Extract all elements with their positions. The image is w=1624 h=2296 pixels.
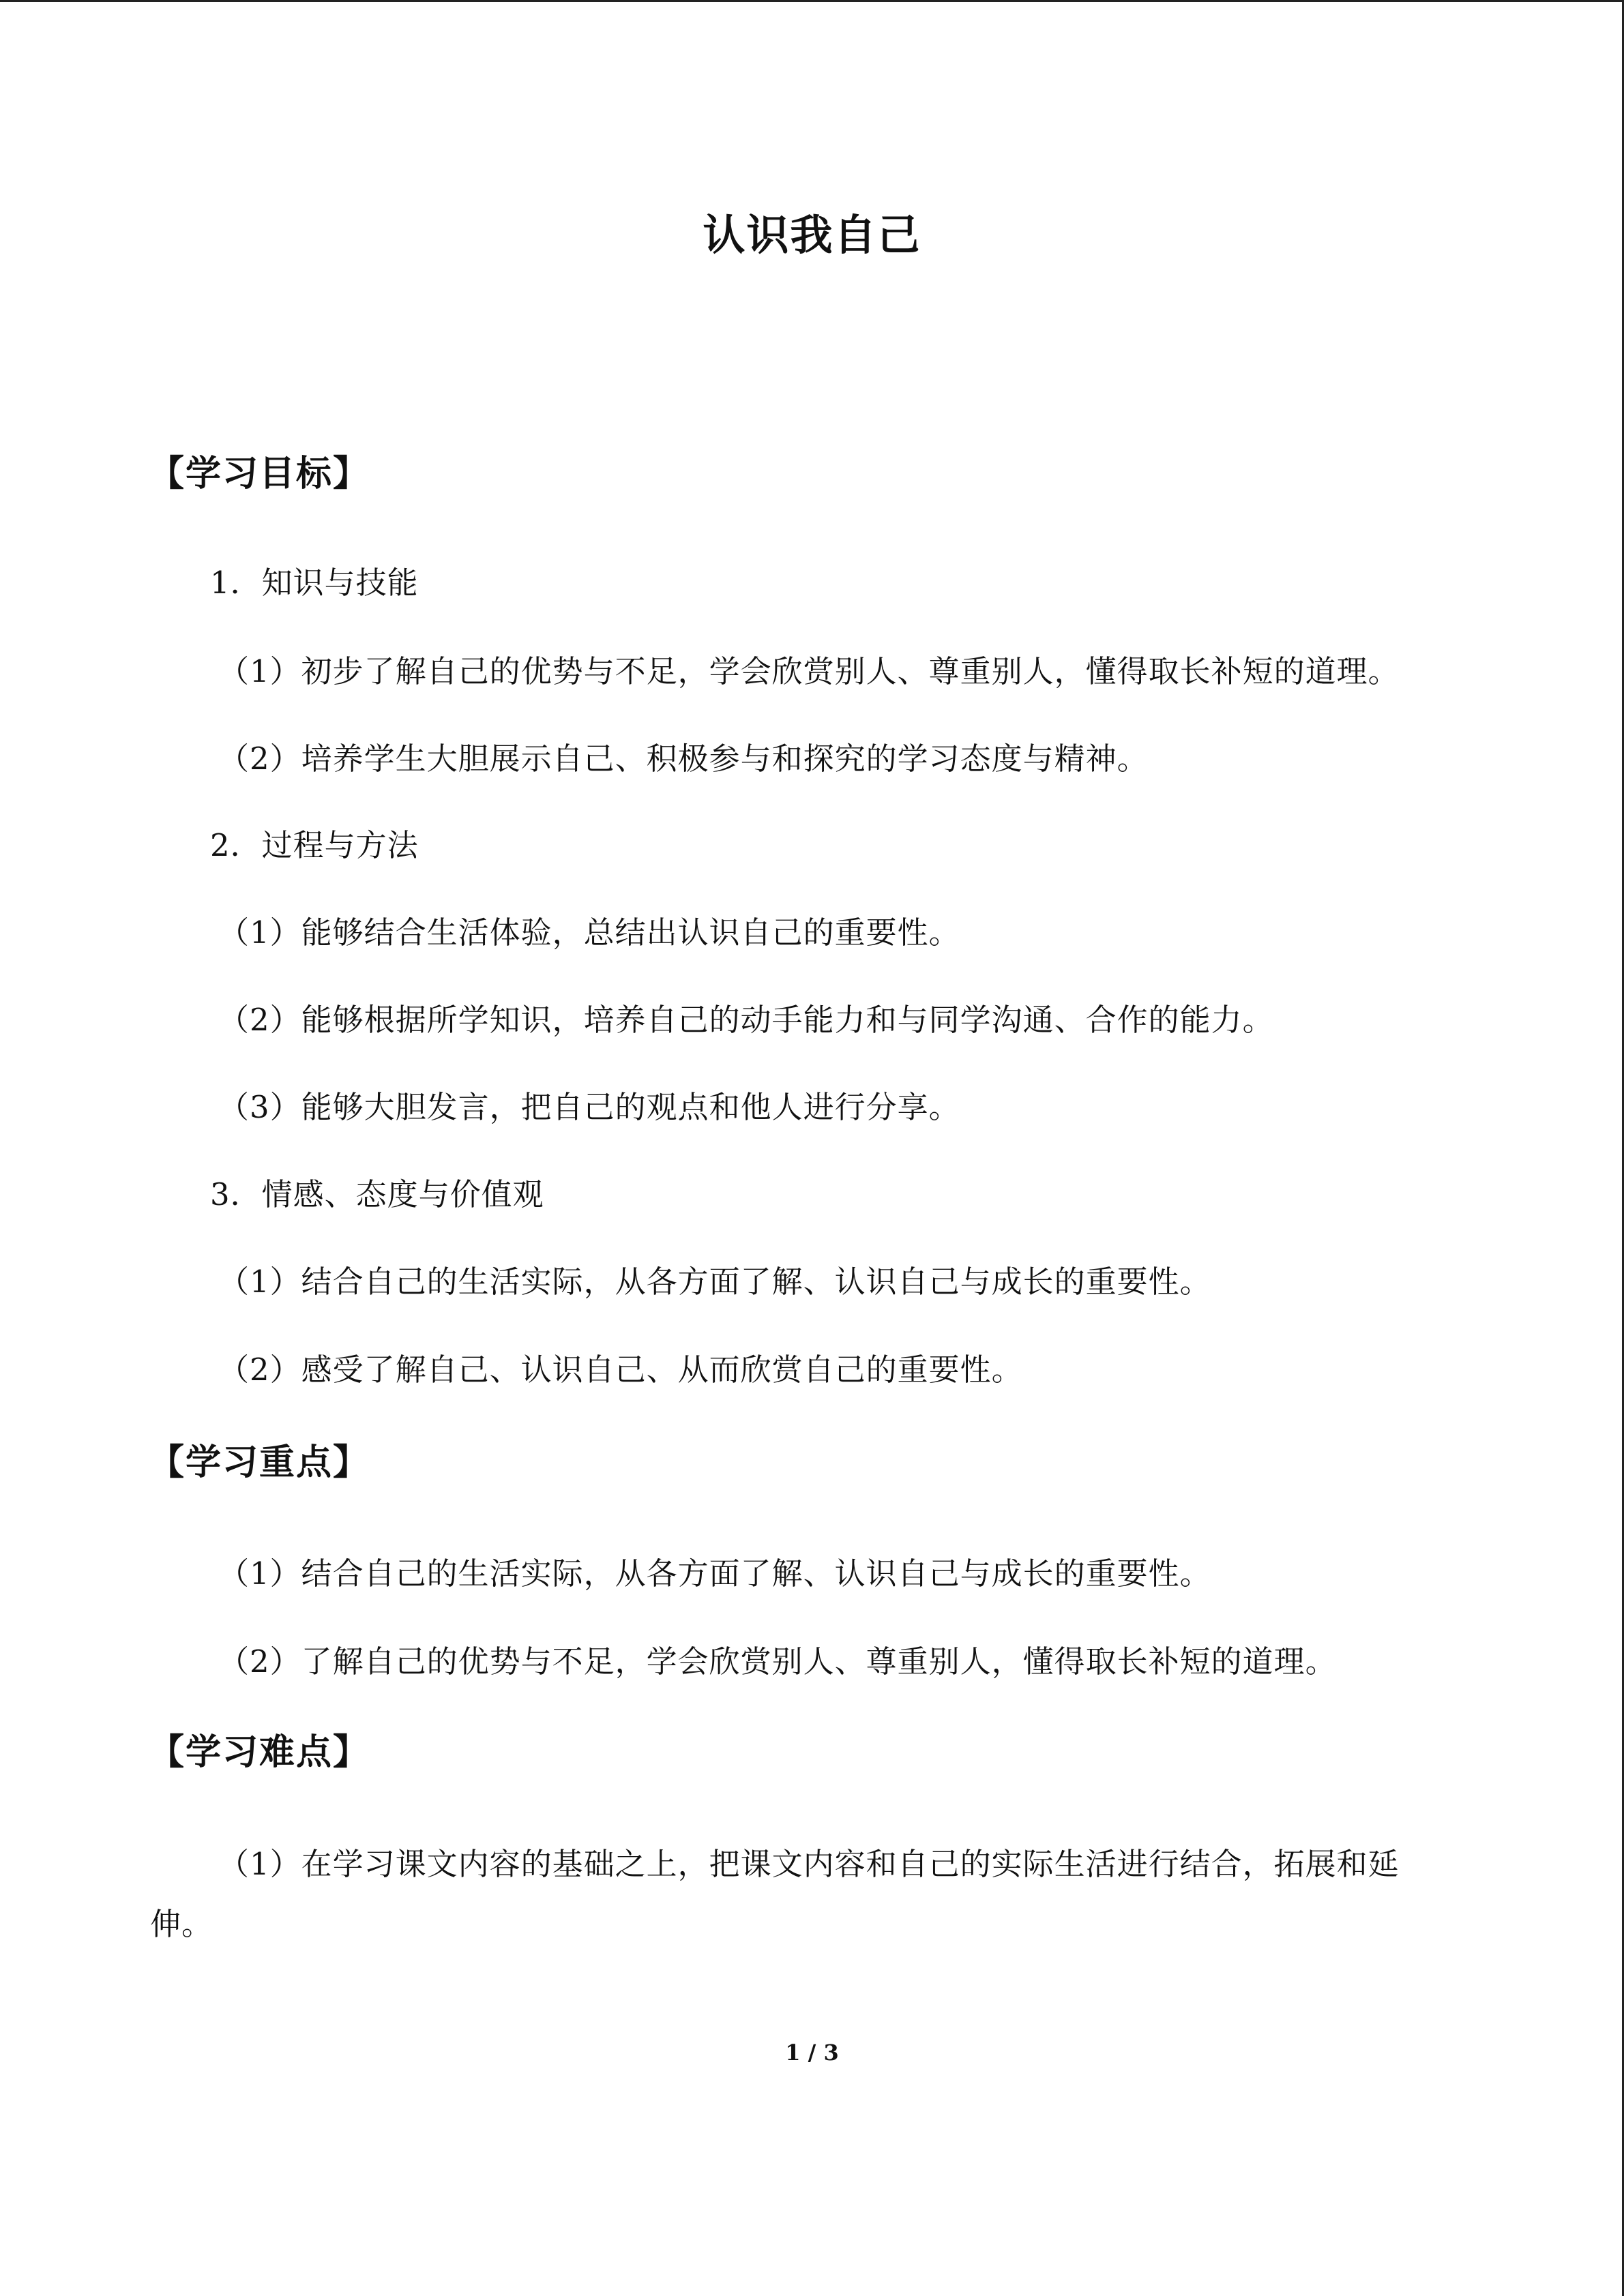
list-item: （3）能够大胆发言，把自己的观点和他人进行分享。 (218, 1089, 960, 1125)
list-item: （1）结合自己的生活实际，从各方面了解、认识自己与成长的重要性。 (218, 1264, 1211, 1300)
page-number: 1 / 3 (785, 2040, 839, 2066)
section-heading-key-points: 【学习重点】 (149, 1442, 370, 1483)
document-title: 认识我自己 (703, 210, 921, 260)
section-heading-objectives: 【学习目标】 (149, 453, 370, 494)
list-item: （2）感受了解自己、认识自己、从而欣赏自己的重要性。 (218, 1352, 1023, 1388)
list-item: （1）能够结合生活体验，总结出认识自己的重要性。 (218, 914, 960, 951)
subheading-emotion-values: 3．情感、态度与价值观 (210, 1176, 544, 1212)
subheading-knowledge-skills: 1．知识与技能 (210, 565, 419, 601)
list-item: （2）能够根据所学知识，培养自己的动手能力和与同学沟通、合作的能力。 (218, 1002, 1274, 1038)
subheading-process-methods: 2．过程与方法 (210, 827, 419, 863)
list-item: （2）了解自己的优势与不足，学会欣赏别人、尊重别人，懂得取长补短的道理。 (218, 1643, 1337, 1680)
list-item: （1）初步了解自己的优势与不足，学会欣赏别人、尊重别人，懂得取长补短的道理。 (218, 653, 1400, 689)
list-item: （2）培养学生大胆展示自己、积极参与和探究的学习态度与精神。 (218, 741, 1149, 777)
section-heading-difficulties: 【学习难点】 (149, 1732, 370, 1773)
paragraph: （1）在学习课文内容的基础之上，把课文内容和自己的实际生活进行结合，拓展和延伸。 (150, 1846, 1400, 1942)
list-item: （1）结合自己的生活实际，从各方面了解、认识自己与成长的重要性。 (218, 1555, 1211, 1592)
